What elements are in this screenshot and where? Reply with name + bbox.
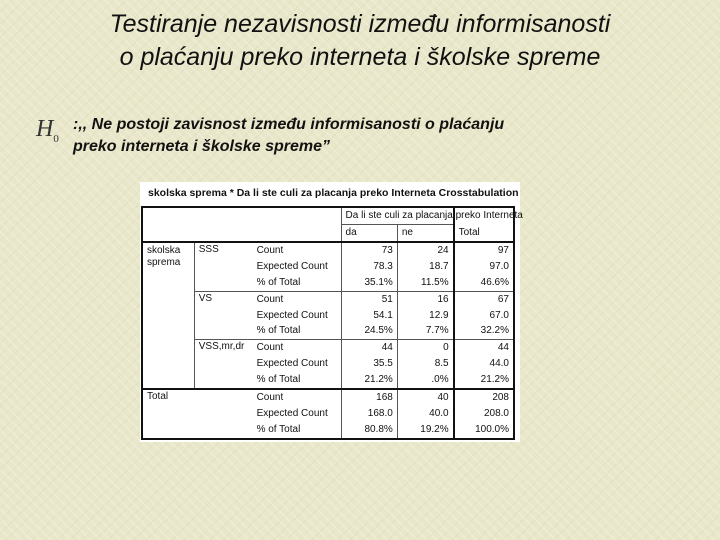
cell-vs-da-percent: 24.5% [341,323,397,339]
cell-sss-ne-percent: 11.5% [397,275,453,291]
cell-total-da-percent: 80.8% [341,422,397,439]
cell-vs-ne-count: 16 [397,291,453,307]
hypothesis-text [73,114,673,158]
cell-vss-da-count: 44 [341,340,397,356]
cell-sss-da-expected: 78.3 [341,259,397,275]
slide-title-line-1: Testiranje nezavisnosti između informisanosti [109,10,611,38]
cell-sss-ne-expected: 18.7 [397,259,453,275]
stat-label: Count [253,291,341,307]
col-header-ne: ne [397,225,453,243]
header-row-variable [142,207,514,225]
stat-label: Count [253,389,341,406]
cell-vs-da-expected: 54.1 [341,308,397,324]
cell-sss-da-percent: 35.1% [341,275,397,291]
cell-total-total-expected: 208.0 [454,406,514,422]
table-row [142,242,514,259]
stat-label: % of Total [256,423,301,435]
crosstab-caption: skolska sprema * Da li ste culi za placanja preko Interneta Crosstabulation [148,187,519,199]
table-row [142,291,514,307]
cell-sss-total-expected: 97.0 [454,259,514,275]
stat-label: % of Total [256,325,301,337]
stat-label: Expected Count [256,407,328,419]
cell-vs-total-percent: 32.2% [454,323,514,339]
group-label-vs: VS [194,291,252,340]
cell-vs-ne-percent: 7.7% [397,323,453,339]
crosstab-image [140,182,523,442]
column-variable-label: Da li ste culi za placanja preko Interneta [341,207,454,225]
hypothesis-line-2: preko interneta i školske spreme” [73,138,330,155]
stat-label: Count [253,340,341,356]
col-header-total: Total [454,225,514,243]
cell-total-da-expected: 168.0 [341,406,397,422]
cell-vss-total-expected: 44.0 [454,356,514,372]
cell-vss-ne-count: 0 [397,340,453,356]
cell-sss-da-count: 73 [341,242,397,259]
cell-vs-total-count: 67 [454,291,514,307]
stat-label: % of Total [256,374,301,386]
cell-sss-ne-count: 24 [397,242,453,259]
col-header-da: da [341,225,397,243]
cell-total-ne-percent: 19.2% [397,422,453,439]
cell-sss-total-percent: 46.6% [454,275,514,291]
cell-total-total-count: 208 [454,389,514,406]
table-row [142,389,514,406]
cell-total-ne-expected: 40.0 [397,406,453,422]
h0-symbol [36,116,59,145]
cell-vs-total-expected: 67.0 [454,308,514,324]
h0-letter: H [36,116,54,142]
table-row [142,340,514,356]
crosstab-table [141,206,523,440]
cell-vss-ne-percent: .0% [397,372,453,389]
stat-label: % of Total [256,276,301,288]
hypothesis-line-1: :,, Ne postoji zavisnost između informisanosti o plaćanju [73,116,505,133]
cell-vss-ne-expected: 8.5 [397,356,453,372]
stat-label: Count [253,242,341,259]
row-variable-label: skolska sprema [142,242,194,389]
cell-vss-da-percent: 21.2% [341,372,397,389]
stat-label: Expected Count [256,260,328,272]
stat-label: Expected Count [256,309,328,321]
cell-vss-total-percent: 21.2% [454,372,514,389]
cell-vss-da-expected: 35.5 [341,356,397,372]
h0-subscript: 0 [53,132,59,145]
cell-vss-total-count: 44 [454,340,514,356]
total-row-label: Total [142,389,253,439]
cell-vs-da-count: 51 [341,291,397,307]
group-label-sss: SSS [194,242,252,291]
stat-label: Expected Count [256,358,328,370]
cell-total-ne-count: 40 [397,389,453,406]
slide-title-line-2: o plaćanju preko interneta i školske spreme [119,43,601,71]
group-label-vss: VSS,mr,dr [194,340,252,389]
cell-vs-ne-expected: 12.9 [397,308,453,324]
cell-sss-total-count: 97 [454,242,514,259]
slide-title [0,8,720,74]
cell-total-total-percent: 100.0% [454,422,514,439]
cell-total-da-count: 168 [341,389,397,406]
